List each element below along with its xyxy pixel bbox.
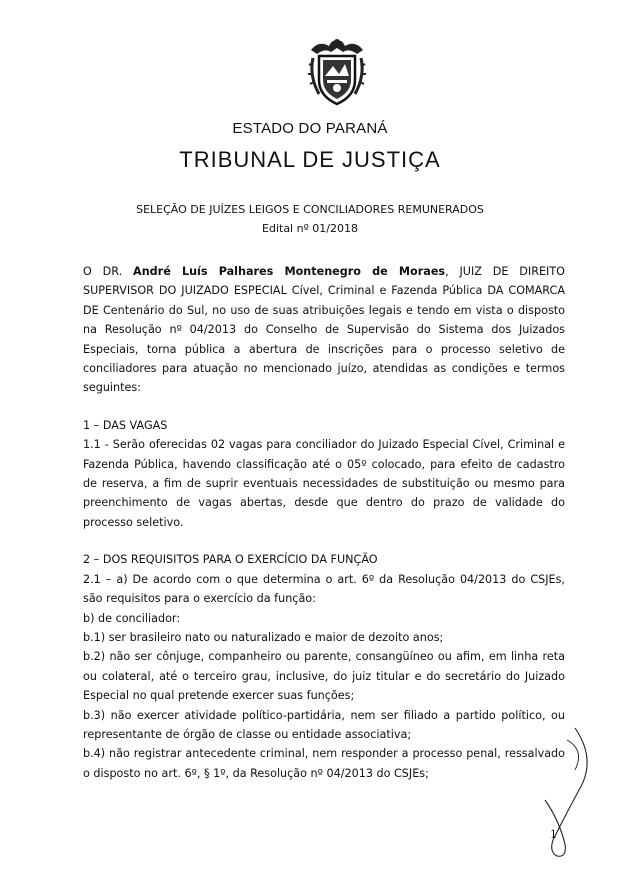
- coat-of-arms-seal-icon: [305, 36, 369, 108]
- section-1-paragraph: 1.1 - Serão oferecidas 02 vagas para conciliador do Juizado Especial Cível, Criminal e Fazenda Pública, havendo classificação até o 05º colocado, para efeito de cadastro de reserva, a fim de suprir eventuais necessidades de substituição ou mesmo para preenchimento de vagas abertas, desde que dentro do prazo de validade do processo seletivo.: [83, 438, 565, 529]
- requirement-item: b.4) não registrar antecedente criminal, nem responder a processo penal, ressalvado o disposto no art. 6º, § 1º, da Resolução nº 04/2013 do CSJEs;: [83, 747, 565, 780]
- intro-text: , JUIZ DE DIREITO SUPERVISOR DO JUIZADO ESPECIAL Cível, Criminal e Fazenda Pública DA COMARCA DE Centenário do Sul, no uso de suas atribuições legais e tendo em vista o disposto na Resolução nº 04/2013 do Conselho de Supervisão do Sistema dos Juizados Especiais, torna pública a abertura de inscrições para o processo seletivo de conciliadores para atuação no mencionado juízo, atendidas as condições e termos seguintes:: [83, 265, 565, 395]
- selection-title: SELEÇÃO DE JUÍZES LEIGOS E CONCILIADORES REMUNERADOS: [136, 203, 484, 216]
- section-1-title: 1 – DAS VAGAS: [83, 418, 168, 432]
- requirement-item: 2.1 – a) De acordo com o que determina o art. 6º da Resolução 04/2013 do CSJEs, são requisitos para o exercício da função:: [83, 572, 565, 606]
- page-number: 1: [550, 828, 557, 841]
- document-body: [83, 262, 565, 783]
- court-heading: TRIBUNAL DE JUSTIÇA: [179, 147, 441, 172]
- intro-paragraph: [83, 262, 565, 398]
- requirement-item: b) de conciliador:: [83, 611, 181, 625]
- edital-number: Edital nº 01/2018: [262, 222, 358, 235]
- intro-prefix: O DR.: [83, 265, 134, 278]
- spacer: [83, 398, 565, 416]
- state-heading: ESTADO DO PARANÁ: [232, 120, 388, 137]
- judge-name: André Luís Palhares Montenegro de Moraes: [133, 265, 446, 278]
- requirement-item: b.1) ser brasileiro nato ou naturalizado e maior de dezoito anos;: [83, 630, 444, 644]
- requirement-item: b.3) não exercer atividade político-partidária, nem ser filiado a partido político, ou representante de órgão de classe ou entidade associativa;: [83, 708, 565, 741]
- section-2-title: 2 – DOS REQUISITOS PARA O EXERCÍCIO DA FUNÇÃO: [83, 553, 378, 567]
- spacer: [83, 532, 565, 550]
- requirement-item: b.2) não ser cônjuge, companheiro ou parente, consangüíneo ou afim, em linha reta ou colateral, até o terceiro grau, inclusive, do juiz titular e do secretário do Juizado Especial no qual pretende exercer suas funções;: [83, 650, 565, 703]
